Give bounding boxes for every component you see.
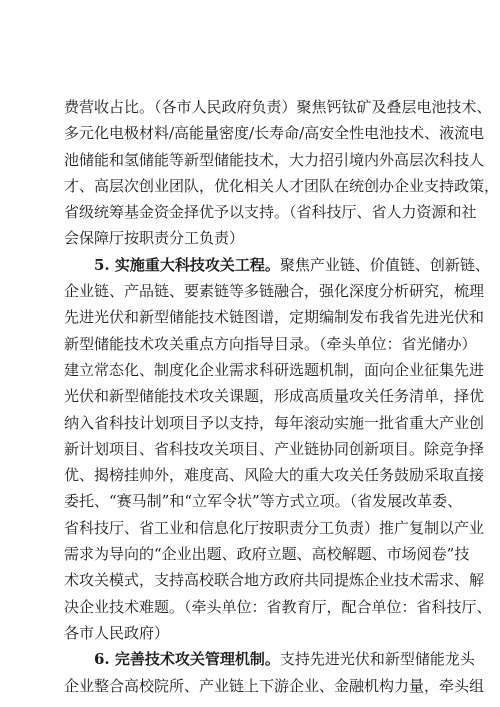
paragraph-line: 新计划项目、省科技攻关项目、产业链协同创新项目。除竞争择	[64, 439, 485, 458]
section-5-text: 聚焦产业链、价值链、创新链、	[279, 255, 490, 274]
section-6-line	[64, 646, 475, 672]
paragraph-line: 优、揭榜挂帅外，难度高、风险大的重大攻关任务鼓励采取直接	[64, 466, 485, 485]
paragraph-line: 决企业技术难题。（牵头单位：省教育厅，配合单位：省科技厅、	[64, 597, 492, 616]
paragraph-line: 纳入省科技计划项目予以支持，每年滚动实施一批省重大产业创	[64, 413, 485, 432]
paragraph-line: 光伏和新型储能技术攻关课题，形成高质量攻关任务清单，择优	[64, 387, 485, 406]
paragraph-line: 建立常态化、制度化企业需求科研选题机制，面向企业征集先进	[64, 360, 485, 379]
paragraph-line: 会保障厅按职责分工负责）	[64, 229, 245, 248]
paragraph-line: 省级统筹基金资金择优予以支持。（省科技厅、省人力资源和社	[64, 203, 477, 222]
section-6-text: 支持先进光伏和新型储能龙头	[279, 650, 475, 669]
paragraph-line: 费营收占比。（各市人民政府负责）聚焦钙钛矿及叠层电池技术、	[64, 98, 492, 116]
section-6-heading: 6. 完善技术攻关管理机制。	[94, 650, 280, 669]
paragraph-line: 各市人民政府）	[64, 623, 170, 642]
paragraph-line: 需求为导向的“企业出题、政府立题、高校解题、市场阅卷”技	[64, 545, 470, 564]
section-5-heading: 5. 实施重大科技攻关工程。	[94, 255, 280, 274]
paragraph-line: 先进光伏和新型储能技术链图谱，定期编制发布我省先进光伏和	[64, 308, 485, 327]
paragraph-line: 才、高层次创业团队，优化相关人才团队在统创办企业支持政策，	[64, 176, 500, 195]
paragraph-line: 省科技厅、省工业和信息化厅按职责分工负责）推广复制以产业	[64, 518, 485, 537]
body-text	[64, 94, 500, 699]
section-5-line	[64, 252, 490, 278]
paragraph-line: 多元化电极材料/高能量密度/长寿命/高安全性电池技术、液流电	[64, 124, 485, 143]
paragraph-line: 池储能和氢储能等新型储能技术，大力招引境内外高层次科技人	[64, 150, 485, 169]
paragraph-line: 企业整合高校院所、产业链上下游企业、金融机构力量，牵头组	[64, 676, 485, 695]
paragraph-line: 术攻关模式，支持高校联合地方政府共同提炼企业技术需求、解	[64, 571, 485, 590]
paragraph-line: 新型储能技术攻关重点方向指导目录。（牵头单位：省光储办）	[64, 334, 477, 353]
paragraph-line: 企业链、产品链、要素链等多链融合，强化深度分析研究，梳理	[64, 282, 485, 301]
paragraph-line: 委托、“赛马制”和“立军令状”等方式立项。（省发展改革委、	[64, 492, 463, 511]
